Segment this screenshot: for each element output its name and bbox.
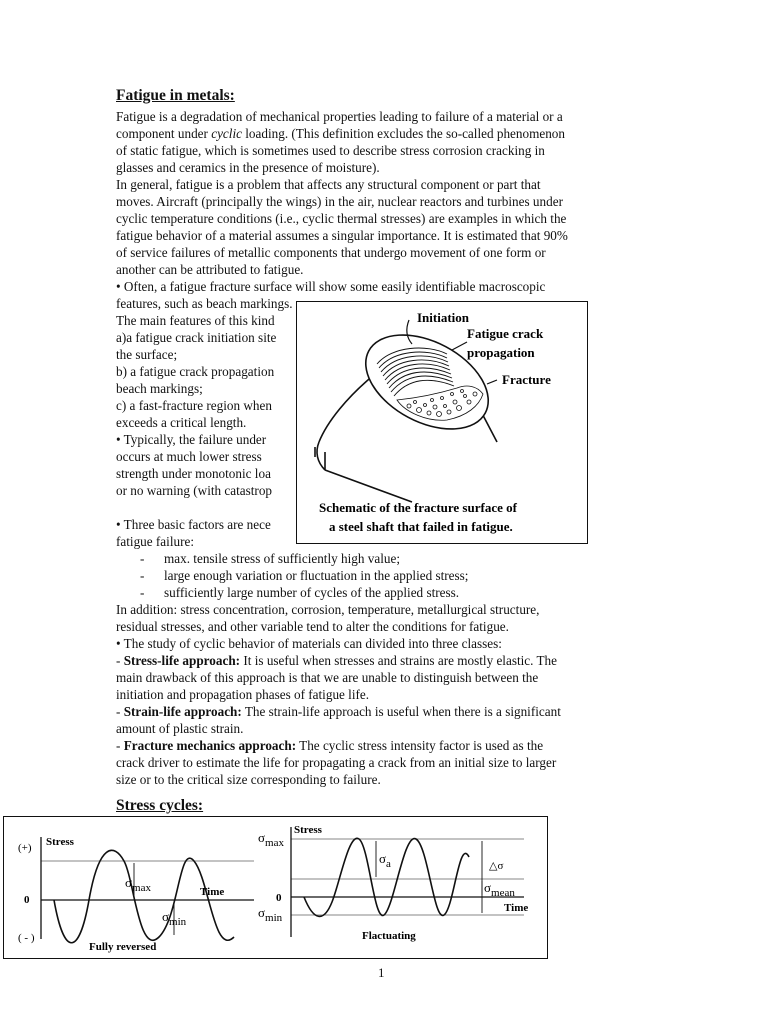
- para4-line2: fatigue failure:: [116, 534, 194, 549]
- para2-line: of service failures of metallic components that undergo movement of one form or: [116, 245, 546, 260]
- figure-caption-1: Schematic of the fracture surface of: [319, 500, 517, 515]
- left-caption: Fully reversed: [89, 941, 157, 953]
- para3-line: b) a fatigue crack propagation: [116, 364, 275, 379]
- para3-line: • Often, a fatigue fracture surface will show some easily identifiable macroscopic: [116, 279, 546, 294]
- factor-item: - large enough variation or fluctuation in the applied stress;: [140, 568, 469, 583]
- page-number: 1: [378, 965, 385, 980]
- right-sigma-min: $\sigma_{min}$: [258, 905, 283, 924]
- left-zero-label: 0: [24, 894, 30, 906]
- left-plus-label: (+): [18, 842, 32, 854]
- para1-line4: glasses and ceramics in the presence of moisture).: [116, 160, 380, 175]
- fracture-mechanics-line1: - Fracture mechanics approach: The cyclic stress intensity factor is used as the: [116, 738, 544, 753]
- para3-line: The main features of this kind: [116, 313, 275, 328]
- para2-line: fatigue behavior of a material assumes a singular importance. It is estimated that 90%: [116, 228, 568, 243]
- section-title: Fatigue in metals:: [116, 87, 235, 104]
- stress-cycles-diagram: [4, 817, 547, 958]
- left-time-label: Time: [200, 886, 225, 898]
- fracture-figure: [296, 301, 588, 544]
- para3-line: exceeds a critical length.: [116, 415, 247, 430]
- strain-life-line1: - Strain-life approach: The strain-life approach is useful when there is a significant: [116, 704, 561, 719]
- para2-line: In general, fatigue is a problem that affects any structural component or part that: [116, 177, 541, 192]
- para3-line: the surface;: [116, 347, 178, 362]
- para4-line1: • Three basic factors are nece: [116, 517, 271, 532]
- para3-line: features, such as beach markings.: [116, 296, 293, 311]
- factor-item: - sufficiently large number of cycles of the applied stress.: [140, 585, 460, 600]
- right-sigma-mean: $\sigma_{mean}$: [484, 880, 515, 899]
- para1-line1: Fatigue is a degradation of mechanical properties leading to failure of a material or a: [116, 109, 563, 124]
- right-sine-wave: [304, 838, 469, 916]
- label-initiation: Initiation: [417, 310, 470, 325]
- left-minus-label: ( - ): [18, 932, 35, 944]
- fracture-mechanics-line3: size or to the critical size corresponding to failure.: [116, 772, 381, 787]
- para3-line: a)a fatigue crack initiation site: [116, 330, 277, 345]
- fracture-mechanics-label: Fracture mechanics approach:: [123, 738, 297, 753]
- right-zero-label: 0: [276, 892, 282, 904]
- para5-line: • The study of cyclic behavior of materials can divided into three classes:: [116, 636, 502, 651]
- para1-line3: of static fatigue, which is sometimes used to describe stress corrosion cracking in: [116, 143, 545, 158]
- stress-life-line1: - Stress-life approach: It is useful when stresses and strains are mostly elastic. The: [116, 653, 557, 668]
- para3-line: c) a fast-fracture region when: [116, 398, 272, 413]
- right-sigma-a: $\sigma_a$: [379, 851, 391, 870]
- right-sigma-max: $\sigma_{max}$: [258, 830, 284, 849]
- left-sigma-min: $\sigma_{min}$: [162, 909, 187, 928]
- para3-line: strength under monotonic loa: [116, 466, 271, 481]
- fully-reversed-plot: [18, 836, 254, 953]
- right-caption: Flactuating: [362, 930, 416, 942]
- para5-line: residual stresses, and other variable tend to alter the conditions for fatigue.: [116, 619, 509, 634]
- para3-line: occurs at much lower stress: [116, 449, 262, 464]
- para3-line: • Typically, the failure under: [116, 432, 267, 447]
- left-sigma-max: $\sigma_{max}$: [125, 875, 151, 894]
- para1-line2: component under cyclic loading. (This definition excludes the so-called phenomenon: [116, 126, 565, 141]
- stress-cycles-figure: [3, 816, 548, 959]
- stress-life-line3: initiation and propagation phases of fatigue life.: [116, 687, 370, 702]
- strain-life-line2: amount of plastic strain.: [116, 721, 244, 736]
- label-fracture: Fracture: [502, 372, 551, 387]
- fracture-mechanics-line2: crack driver to estimate the life for propagating a crack from an initial size to larger: [116, 755, 557, 770]
- para5-line: In addition: stress concentration, corrosion, temperature, metallurgical structure,: [116, 602, 540, 617]
- right-time-label: Time: [504, 902, 529, 914]
- label-propagation-2: propagation: [467, 345, 535, 360]
- figure-caption-2: a steel shaft that failed in fatigue.: [329, 519, 513, 534]
- para2-line: moves. Aircraft (principally the wings) in the air, nuclear reactors and turbines under: [116, 194, 563, 209]
- stress-cycles-title: Stress cycles:: [116, 797, 204, 814]
- factor-item: - max. tensile stress of sufficiently high value;: [140, 551, 400, 566]
- shaft-diagram: [297, 302, 587, 543]
- stress-life-label: Stress-life approach:: [123, 653, 241, 668]
- para3-line: beach markings;: [116, 381, 203, 396]
- right-y-label: Stress: [294, 824, 322, 836]
- cyclic-emphasis: cyclic: [211, 126, 242, 141]
- strain-life-label: Strain-life approach:: [123, 704, 242, 719]
- para2-line: cyclic temperature conditions (i.e., cyclic thermal stresses) are examples in which the: [116, 211, 567, 226]
- fluctuating-plot: [258, 824, 528, 942]
- para2-line: another can be attributed to fatigue.: [116, 262, 304, 277]
- label-propagation-1: Fatigue crack: [467, 326, 544, 341]
- right-delta-sigma: △σ: [489, 860, 504, 872]
- para3-line: or no warning (with catastrop: [116, 483, 273, 498]
- stress-life-line2: main drawback of this approach is that we are unable to distinguish between the: [116, 670, 539, 685]
- left-y-label: Stress: [46, 836, 74, 848]
